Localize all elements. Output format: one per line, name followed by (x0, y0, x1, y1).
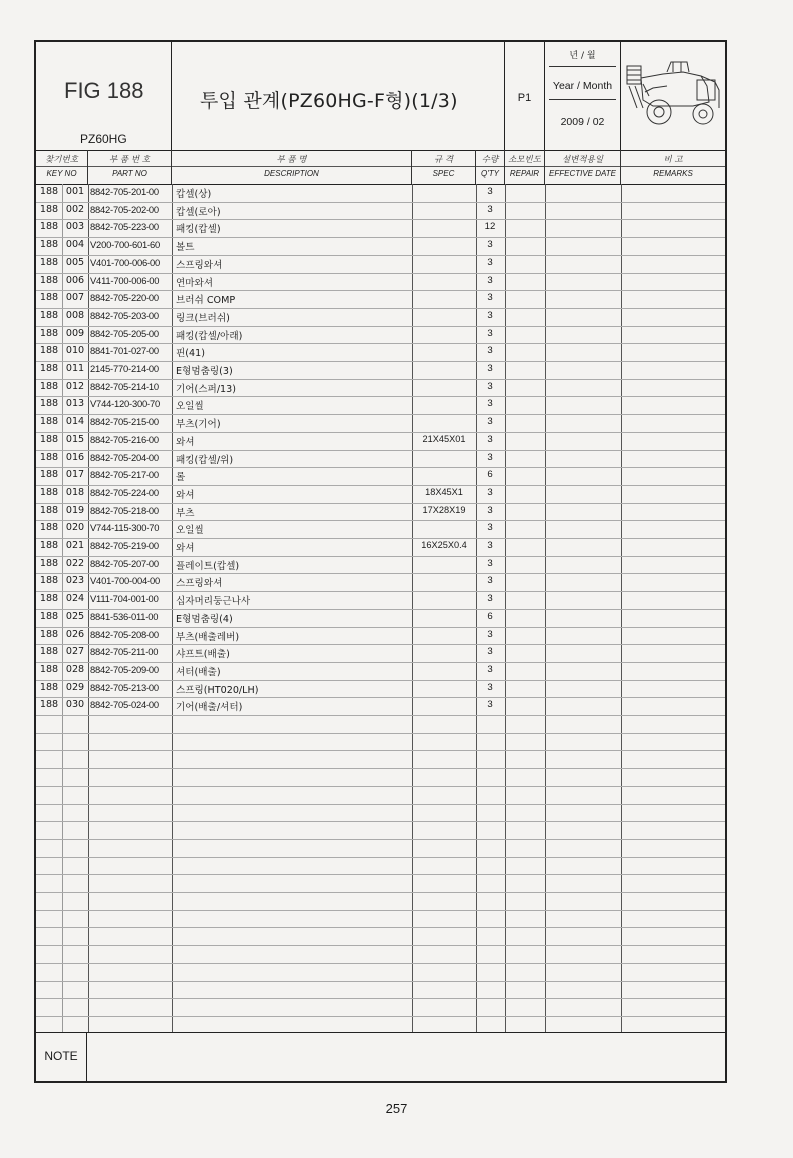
key-no: 188 (39, 309, 59, 321)
quantity: 6 (487, 469, 493, 481)
col-repair (505, 150, 545, 184)
quantity: 3 (487, 309, 493, 321)
description: E형멈춤링(4) (176, 613, 233, 625)
col-desc-en: DESCRIPTION (264, 169, 319, 178)
table-row (36, 609, 725, 627)
description: 셔터(배출) (176, 666, 221, 678)
page-cell (505, 42, 545, 150)
description: 롤 (176, 472, 186, 484)
key-no: 188 (39, 327, 59, 339)
quantity: 3 (487, 486, 493, 498)
divider (36, 927, 725, 928)
key-no: 188 (39, 504, 59, 516)
key-no: 188 (39, 398, 59, 410)
part-number: 8842-705-024-00 (90, 699, 159, 711)
table-row (36, 485, 725, 503)
quantity: 3 (487, 575, 493, 587)
key-no: 188 (39, 557, 59, 569)
part-number: V744-120-300-70 (90, 398, 160, 410)
quantity: 3 (487, 345, 493, 357)
sub-no: 017 (65, 469, 85, 481)
key-no: 188 (39, 663, 59, 675)
sub-no: 021 (65, 540, 85, 551)
divider (412, 166, 475, 167)
key-no: 188 (39, 628, 59, 640)
key-no: 188 (39, 540, 59, 551)
table-row (36, 467, 725, 485)
quantity: 3 (487, 504, 493, 516)
divider (36, 963, 725, 964)
year-month-en: Year / Month (552, 80, 613, 92)
col-eff-en: EFFECTIVE DATE (549, 169, 616, 178)
quantity: 3 (487, 363, 493, 374)
sub-no: 020 (65, 522, 85, 534)
key-no: 188 (39, 363, 59, 374)
col-repair-en: REPAIR (509, 169, 540, 178)
table-row (36, 237, 725, 255)
description: 부츠 (176, 507, 195, 519)
key-no: 188 (39, 610, 59, 622)
divider (476, 166, 504, 167)
table-row (36, 255, 725, 273)
col-part-en: PART NO (112, 169, 147, 178)
sub-no: 028 (65, 663, 85, 675)
col-rem-en: REMARKS (653, 169, 693, 178)
quantity: 3 (487, 646, 493, 658)
fig-cell (36, 42, 172, 150)
key-no: 188 (39, 451, 59, 463)
sub-no: 007 (65, 292, 85, 304)
divider (36, 981, 725, 982)
table-row (36, 556, 725, 574)
part-number: 2145-770-214-00 (90, 363, 159, 374)
parts-sheet (34, 40, 727, 1083)
col-repair-ko: 소모빈도 (508, 155, 541, 165)
description: 패킹(캅셀/아래) (176, 330, 243, 342)
sub-no: 006 (65, 274, 85, 286)
quantity: 3 (487, 540, 493, 551)
description: 플레이트(캅셀) (176, 560, 240, 572)
sub-no: 011 (65, 363, 85, 374)
part-number: V401-700-004-00 (90, 575, 160, 587)
col-qty (476, 150, 505, 184)
key-no: 188 (39, 681, 59, 693)
description: 십자머리둥근나사 (176, 596, 251, 608)
description: 핀(41) (176, 348, 205, 360)
part-number: 8842-705-208-00 (90, 628, 159, 640)
table-row (36, 202, 725, 220)
divider (36, 715, 725, 716)
quantity: 3 (487, 292, 493, 304)
sub-no: 019 (65, 504, 85, 516)
description: 와셔 (176, 489, 195, 501)
sub-no: 003 (65, 221, 85, 233)
sub-no: 010 (65, 345, 85, 357)
key-no: 188 (39, 593, 59, 605)
quantity: 3 (487, 628, 493, 640)
table-row (36, 662, 725, 680)
sub-no: 029 (65, 681, 85, 693)
col-spec-en: SPEC (432, 169, 455, 178)
quantity: 6 (487, 610, 493, 622)
quantity: 3 (487, 327, 493, 339)
key-no: 188 (39, 469, 59, 481)
col-qty-ko: 수량 (481, 155, 499, 165)
table-row (36, 343, 725, 361)
fig-number: FIG 188 (64, 78, 144, 103)
col-desc (172, 150, 412, 184)
col-qty-en: Q'TY (481, 169, 499, 178)
key-no: 188 (39, 186, 59, 197)
table-row (36, 414, 725, 432)
sub-no: 009 (65, 327, 85, 339)
sub-no: 030 (65, 699, 85, 711)
quantity: 3 (487, 451, 493, 463)
key-no: 188 (39, 416, 59, 428)
quantity: 3 (487, 663, 493, 675)
divider (36, 839, 725, 840)
sub-no: 016 (65, 451, 85, 463)
part-number: V744-115-300-70 (90, 522, 160, 534)
part-number: 8842-705-215-00 (90, 416, 159, 428)
divider (88, 166, 171, 167)
key-no: 188 (39, 380, 59, 392)
table-row (36, 680, 725, 698)
divider (36, 786, 725, 787)
col-eff-ko: 설변적용일 (561, 155, 604, 165)
description: 볼트 (176, 242, 195, 254)
machine-image-cell (621, 42, 725, 150)
col-effective-date (545, 150, 621, 184)
description: 캅셀(상) (176, 189, 212, 200)
description: 연마와셔 (176, 277, 214, 289)
col-spec-ko: 규 격 (433, 155, 454, 165)
key-no: 188 (39, 433, 59, 445)
part-number: 8841-701-027-00 (90, 345, 159, 357)
sub-no: 023 (65, 575, 85, 587)
description: 기어(스퍼/13) (176, 383, 236, 395)
quantity: 3 (487, 416, 493, 428)
part-number: V111-704-001-00 (90, 593, 159, 605)
description: 브러쉬 COMP (176, 295, 236, 307)
part-number: 8842-705-207-00 (90, 557, 159, 569)
part-number: 8842-705-205-00 (90, 327, 159, 339)
description: 스프링(HT020/LH) (176, 684, 259, 696)
description: 링크(브러쉬) (176, 312, 230, 324)
sub-no: 026 (65, 628, 85, 640)
spec: 18X45X1 (425, 486, 463, 497)
part-number: 8842-705-213-00 (90, 681, 159, 693)
divider (36, 750, 725, 751)
part-number: 8842-705-209-00 (90, 663, 159, 675)
key-no: 188 (39, 239, 59, 251)
table-row (36, 627, 725, 645)
col-key-ko: 찾기번호 (45, 155, 78, 165)
table-row (36, 273, 725, 291)
description: 오일씰 (176, 525, 204, 537)
quantity: 3 (487, 203, 493, 215)
part-number: 8842-705-204-00 (90, 451, 159, 463)
part-number: 8842-705-218-00 (90, 504, 159, 516)
rice-transplanter-illustration (623, 56, 723, 132)
part-number: 8841-536-011-00 (90, 610, 159, 622)
sub-no: 022 (65, 557, 85, 569)
quantity: 3 (487, 557, 493, 569)
table-row (36, 184, 725, 202)
year-month-cell (545, 42, 621, 150)
col-part (88, 150, 172, 184)
year-month-ko: 년 / 월 (569, 51, 596, 61)
key-no: 188 (39, 221, 59, 233)
divider (621, 166, 725, 167)
part-number: 8842-705-217-00 (90, 469, 159, 481)
quantity: 3 (487, 681, 493, 693)
part-number: V200-700-601-60 (90, 239, 160, 251)
sub-no: 004 (65, 239, 85, 251)
table-row (36, 538, 725, 556)
quantity: 3 (487, 186, 493, 197)
divider (36, 857, 725, 858)
parts-table (36, 184, 725, 1033)
description: 부츠(기어) (176, 419, 221, 431)
sub-no: 008 (65, 309, 85, 321)
description: 기어(배출/셔터) (176, 702, 243, 714)
table-row (36, 432, 725, 450)
sub-no: 012 (65, 380, 85, 392)
sub-no: 025 (65, 610, 85, 622)
col-remarks (621, 150, 725, 184)
description: 패킹(캅셀) (176, 224, 221, 236)
part-number: V401-700-006-00 (90, 256, 160, 268)
col-key (36, 150, 88, 184)
part-number: 8842-705-202-00 (90, 203, 159, 215)
divider (36, 733, 725, 734)
description: 스프링와셔 (176, 259, 223, 271)
description: 샤프트(배출) (176, 649, 230, 661)
key-no: 188 (39, 486, 59, 498)
sub-no: 002 (65, 203, 85, 215)
divider (36, 821, 725, 822)
key-no: 188 (39, 203, 59, 215)
part-number: 8842-705-214-10 (90, 380, 159, 392)
spec: 17X28X19 (422, 504, 466, 515)
sub-no: 027 (65, 646, 85, 658)
col-key-en: KEY NO (46, 169, 77, 178)
divider (36, 892, 725, 893)
description: 와셔 (176, 436, 195, 448)
description: 오일씰 (176, 401, 204, 413)
quantity: 3 (487, 380, 493, 392)
column-headers (36, 150, 725, 185)
sub-no: 001 (65, 186, 85, 197)
quantity: 3 (487, 699, 493, 711)
description: 패킹(캅셀/위) (176, 454, 234, 466)
divider (545, 166, 620, 167)
sub-no: 024 (65, 593, 85, 605)
col-rem-ko: 비 고 (663, 155, 683, 165)
key-no: 188 (39, 699, 59, 711)
quantity: 3 (487, 522, 493, 534)
description: 캅셀(로아) (176, 206, 221, 218)
note-section (36, 1032, 725, 1081)
spec: 21X45X01 (422, 433, 466, 444)
divider (36, 910, 725, 911)
part-number: 8842-705-219-00 (90, 540, 159, 551)
description: E형멈춤링(3) (176, 366, 233, 377)
model-name: PZ60HG (80, 132, 127, 146)
part-number: 8842-705-220-00 (90, 292, 159, 304)
table-row (36, 450, 725, 468)
table-row (36, 379, 725, 397)
note-label: NOTE (36, 1032, 87, 1081)
quantity: 3 (487, 433, 493, 445)
description: 부츠(배출레버) (176, 631, 240, 643)
sub-no: 013 (65, 398, 85, 410)
table-row (36, 396, 725, 414)
sub-no: 014 (65, 416, 85, 428)
page-number: 257 (385, 1101, 408, 1116)
sub-no: 005 (65, 256, 85, 268)
table-row (36, 361, 725, 379)
part-number: 8842-705-224-00 (90, 486, 159, 498)
sheet-header (36, 42, 725, 151)
part-number: 8842-705-203-00 (90, 309, 159, 321)
divider (36, 768, 725, 769)
page-title: 투입 관계(PZ60HG-F형)(1/3) (200, 90, 458, 112)
table-row (36, 573, 725, 591)
divider (549, 99, 616, 100)
table-row (36, 219, 725, 237)
quantity: 3 (487, 593, 493, 605)
table-row (36, 290, 725, 308)
key-no: 188 (39, 575, 59, 587)
divider (549, 66, 616, 67)
description: 스프링와셔 (176, 578, 223, 590)
sub-no: 018 (65, 486, 85, 498)
description: 와셔 (176, 543, 195, 554)
divider (36, 874, 725, 875)
table-row (36, 326, 725, 344)
key-no: 188 (39, 345, 59, 357)
key-no: 188 (39, 274, 59, 286)
part-number: 8842-705-223-00 (90, 221, 159, 233)
spec: 16X25X0.4 (421, 540, 467, 550)
divider (505, 166, 544, 167)
quantity: 3 (487, 398, 493, 410)
table-row (36, 308, 725, 326)
divider (36, 945, 725, 946)
title-cell (172, 42, 505, 150)
part-number: V411-700-006-00 (90, 274, 160, 286)
table-row (36, 644, 725, 662)
key-no: 188 (39, 292, 59, 304)
part-number: 8842-705-211-00 (90, 646, 159, 658)
key-no: 188 (39, 522, 59, 534)
col-spec (412, 150, 476, 184)
key-no: 188 (39, 646, 59, 658)
part-number: 8842-705-216-00 (90, 433, 159, 445)
sheet-page: P1 (517, 92, 532, 104)
divider (36, 1016, 725, 1017)
quantity: 3 (487, 274, 493, 286)
col-part-ko: 부 품 번 호 (109, 155, 150, 165)
table-row (36, 503, 725, 521)
divider (36, 166, 87, 167)
quantity: 12 (484, 221, 496, 233)
divider (36, 998, 725, 999)
divider (172, 166, 411, 167)
quantity: 3 (487, 239, 493, 251)
col-desc-ko: 부 품 명 (276, 155, 307, 165)
quantity: 3 (487, 256, 493, 268)
sub-no: 015 (65, 433, 85, 445)
table-row (36, 697, 725, 715)
date-value: 2009 / 02 (560, 116, 605, 128)
part-number: 8842-705-201-00 (90, 186, 159, 197)
divider (36, 804, 725, 805)
table-row (36, 520, 725, 538)
key-no: 188 (39, 256, 59, 268)
table-row (36, 591, 725, 609)
